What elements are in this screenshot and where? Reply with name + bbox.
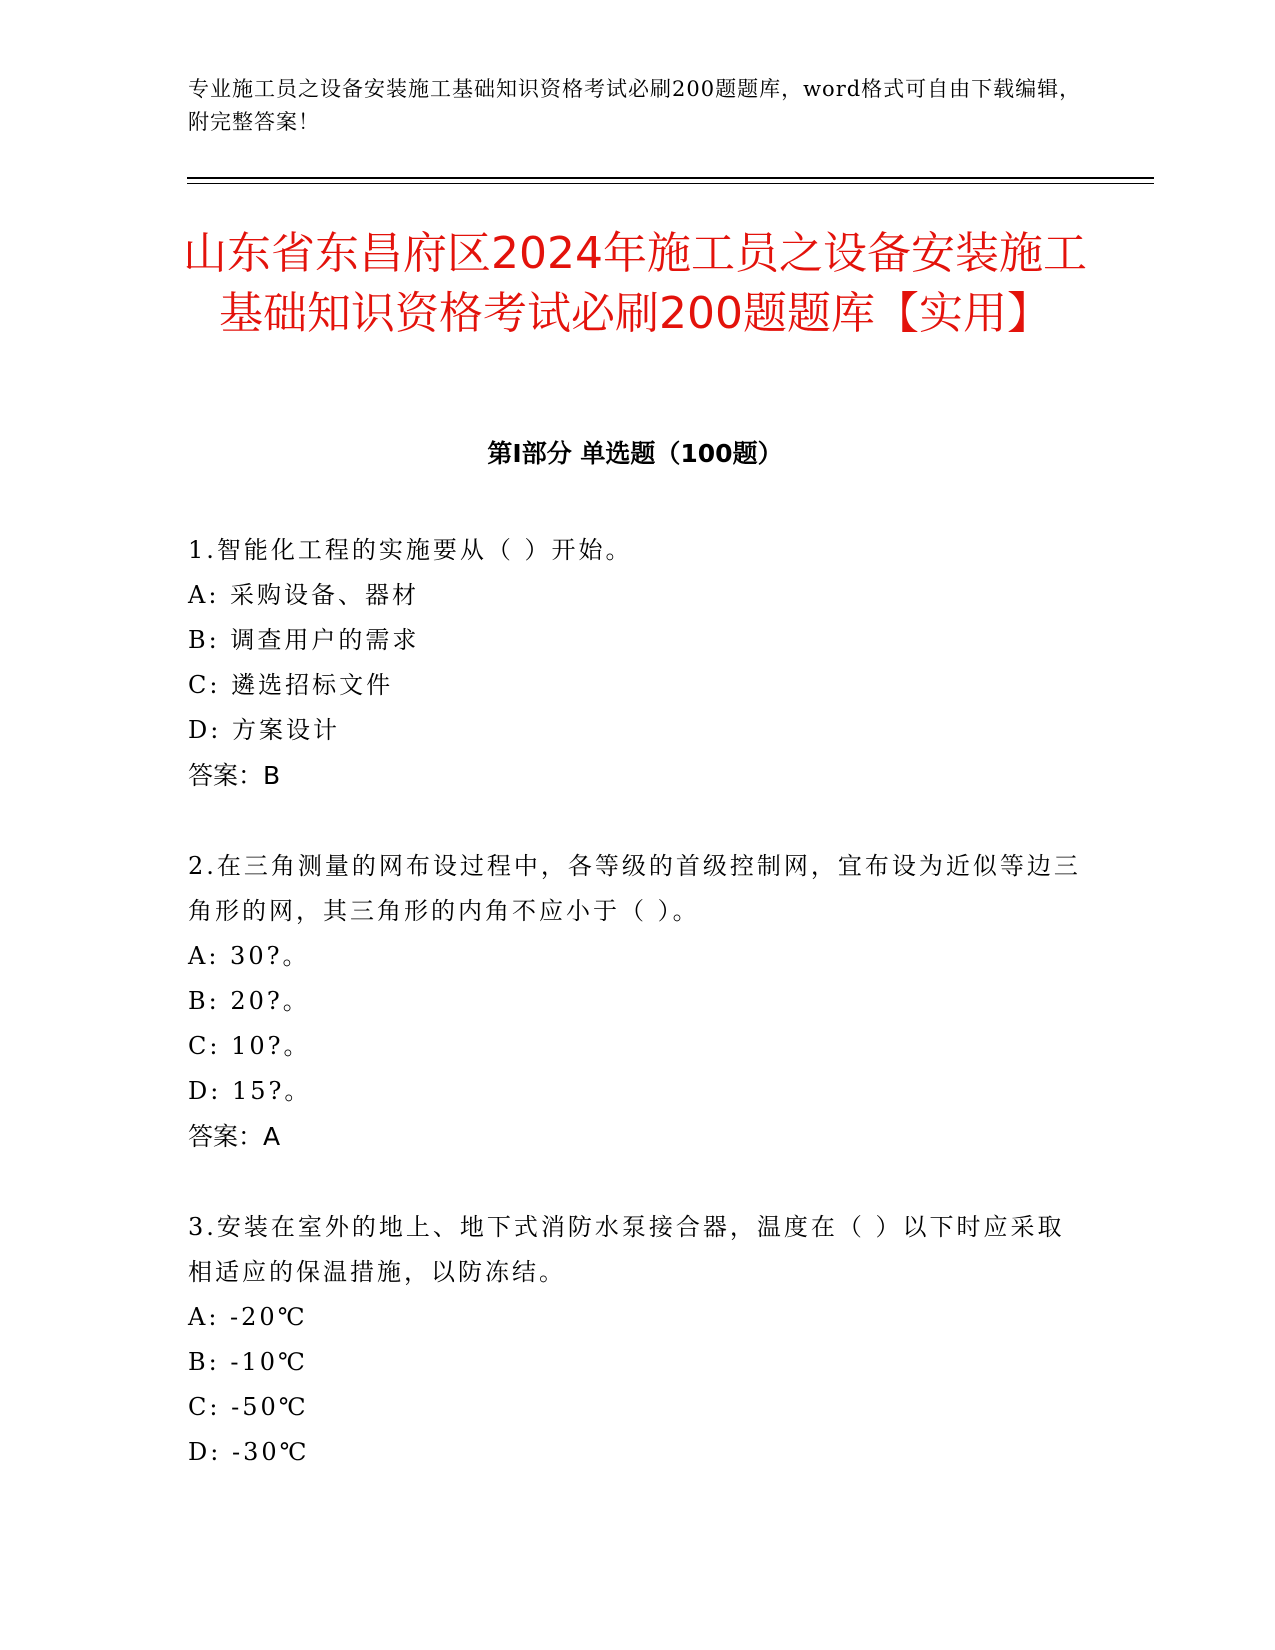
document-title: 山东省东昌府区2024年施工员之设备安装施工基础知识资格考试必刷200题题库【实用】: [183, 228, 1087, 339]
option-a: A: 30?。: [188, 942, 310, 970]
question-1: [188, 528, 1088, 798]
option-c: C: 10?。: [188, 1032, 311, 1060]
answer-line: 答案：A: [188, 1122, 281, 1151]
question-stem: 2.在三角测量的网布设过程中，各等级的首级控制网，宜布设为近似等边三角形的网，其三角形的内角不应小于（ ）。: [188, 852, 1081, 925]
option-b: B: 20?。: [188, 987, 310, 1015]
option-d: D: 方案设计: [188, 716, 340, 744]
question-2: [188, 844, 1088, 1159]
header-rule-thick: [187, 177, 1154, 179]
option-c: C: -50℃: [188, 1393, 309, 1421]
option-d: D: -30℃: [188, 1438, 310, 1466]
option-c: C: 遴选招标文件: [188, 671, 394, 699]
option-d: D: 15?。: [188, 1077, 312, 1105]
option-b: B: -10℃: [188, 1348, 308, 1376]
header-note: 专业施工员之设备安装施工基础知识资格考试必刷200题题库，word格式可自由下载编辑，附完整答案！: [188, 77, 1082, 134]
answer-line: 答案：B: [188, 761, 281, 790]
option-a: A: -20℃: [188, 1303, 308, 1331]
question-stem: 3.安装在室外的地上、地下式消防水泵接合器，温度在（ ）以下时应采取相适应的保温措施，以防冻结。: [188, 1213, 1065, 1286]
option-b: B: 调查用户的需求: [188, 626, 420, 654]
header-rule-thin: [187, 183, 1154, 184]
question-stem: 1.智能化工程的实施要从（ ）开始。: [188, 536, 633, 564]
question-list: [188, 528, 1088, 1521]
question-3: [188, 1205, 1088, 1475]
section-heading: 第I部分 单选题（100题）: [487, 439, 783, 468]
option-a: A: 采购设备、器材: [188, 581, 420, 609]
